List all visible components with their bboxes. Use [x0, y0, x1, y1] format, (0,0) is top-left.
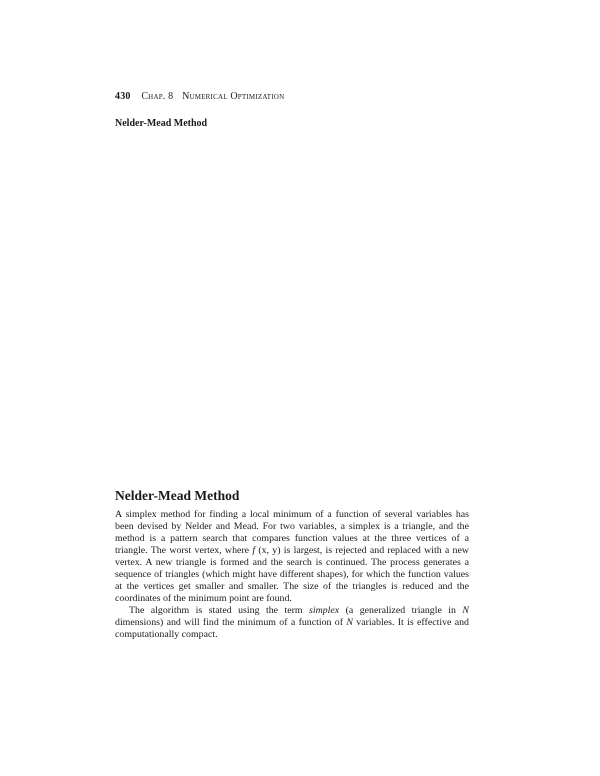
term-simplex: simplex [309, 605, 340, 616]
paragraph-1-part-1: A simplex method for finding a local minimum of a function of several variables has been devised by Nelder and Mead. For two variables, a simplex is a triangle, and the method is a pattern search that compares function values at the three vertices of a triangle. The worst vertex, where [115, 509, 469, 556]
chapter-number: Chap. 8 [141, 91, 174, 102]
paragraph-2-part-4: variables. It is effective and computationally compact. [115, 617, 469, 640]
page-number: 430 [115, 91, 131, 102]
math-function-f: f [252, 545, 256, 556]
paragraph-1-part-2: is largest, is rejected and replaced with a new vertex. A new triangle is formed and the search is continued. The process generates a sequence of triangles (which might have different shapes), for which the function values at the vertices get smaller and smaller. The size of the triangles is reduced and the coordinates of the minimum point are found. [115, 545, 470, 604]
running-head [115, 91, 284, 102]
paragraph-2-part-2: (a generalized triangle in [339, 605, 463, 616]
paragraph-1 [115, 509, 469, 605]
math-function-args: (x, y) [255, 545, 281, 556]
paragraph-2-part-1: The algorithm is stated using the term [129, 605, 309, 616]
chapter-title: Numerical Optimization [182, 91, 285, 102]
paragraph-2 [115, 605, 469, 641]
section-heading: Nelder-Mead Method [115, 488, 240, 503]
variable-n: N [462, 605, 469, 616]
variable-n: N [346, 617, 353, 628]
paragraph-2-part-3: dimensions) and will find the minimum of a function of [115, 617, 347, 628]
body-text [115, 509, 469, 641]
section-label: Nelder-Mead Method [115, 118, 208, 129]
